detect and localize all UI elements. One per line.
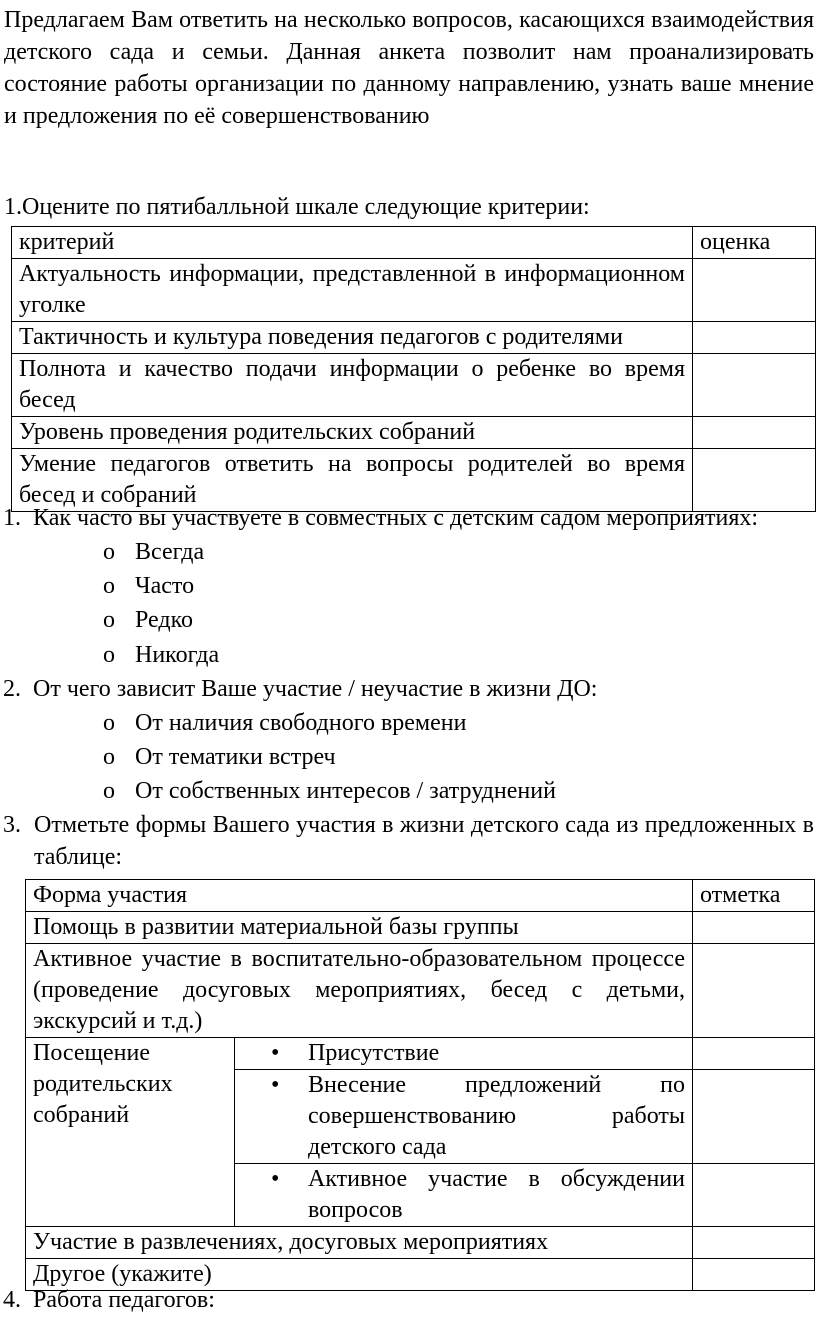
table-row	[26, 912, 815, 944]
mark-cell[interactable]	[693, 944, 815, 1038]
table-row	[26, 1038, 815, 1070]
option-item[interactable]	[103, 604, 193, 636]
question-number: 1.	[3, 505, 21, 531]
option-label: Никогда	[135, 642, 220, 668]
question-text: Как часто вы участвуете в совместных с детским садом мероприятиях:	[33, 505, 759, 531]
mark-cell[interactable]	[693, 1227, 815, 1259]
form-cell: Другое (укажите)	[26, 1259, 693, 1291]
criterion-cell: Уровень проведения родительских собраний	[12, 417, 693, 449]
option-marker: o	[103, 642, 115, 668]
bullet-icon: •	[271, 1040, 280, 1066]
score-cell[interactable]	[693, 322, 816, 354]
option-item[interactable]	[103, 570, 194, 602]
table-row	[12, 322, 816, 354]
table-header-row	[26, 880, 815, 912]
score-cell[interactable]	[693, 417, 816, 449]
option-label: Редко	[135, 607, 194, 633]
option-item[interactable]	[103, 707, 466, 739]
score-cell[interactable]	[693, 354, 816, 417]
question-number: 4.	[3, 1287, 21, 1313]
option-marker: o	[103, 607, 115, 633]
table-row	[12, 354, 816, 417]
list-item	[271, 1164, 685, 1226]
header-form: Форма участия	[26, 880, 693, 912]
criterion-cell: Полнота и качество подачи информации о ребенке во время бесед	[12, 354, 693, 417]
option-item[interactable]	[103, 775, 556, 807]
meeting-subitem-cell	[235, 1164, 693, 1227]
table-row	[26, 944, 815, 1038]
subitem-label: Активное участие в обсуждении вопросов	[308, 1166, 685, 1223]
mark-cell[interactable]	[693, 912, 815, 944]
table-row	[12, 259, 816, 322]
question-3-heading	[3, 673, 597, 705]
form-cell: Участие в развлечениях, досуговых мероприятиях	[26, 1227, 693, 1259]
meeting-subitem-cell	[235, 1038, 693, 1070]
criterion-cell: Тактичность и культура поведения педагогов с родителями	[12, 322, 693, 354]
question-1-title: 1.Оцените по пятибалльной шкале следующие критерии:	[4, 194, 590, 220]
question-text: Отметьте формы Вашего участия в жизни детского сада из предложенных в таблице:	[34, 812, 814, 870]
option-marker: o	[103, 539, 115, 565]
question-5-heading	[3, 1284, 215, 1316]
option-label: Часто	[135, 573, 195, 599]
header-mark: отметка	[693, 880, 815, 912]
form-cell: Активное участие в воспитательно-образовательном процессе (проведение досуговых мероприятиях, бесед с детьми, экскурсий и т.д.)	[26, 944, 693, 1038]
criteria-rating-table	[11, 226, 816, 512]
mark-cell[interactable]	[693, 1070, 815, 1164]
table-row	[12, 417, 816, 449]
criterion-cell: Умение педагогов ответить на вопросы родителей во время бесед и собраний	[12, 449, 693, 512]
bullet-icon: •	[271, 1166, 280, 1192]
participation-forms-table	[25, 879, 815, 1291]
question-number: 2.	[3, 676, 21, 702]
score-cell[interactable]	[693, 259, 816, 322]
option-item[interactable]	[103, 639, 219, 671]
option-item[interactable]	[103, 741, 336, 773]
table-row	[26, 1227, 815, 1259]
subitem-label: Внесение предложений по совершенствованию работы детского сада	[308, 1072, 685, 1160]
option-item[interactable]	[103, 536, 204, 568]
bullet-icon: •	[271, 1072, 280, 1098]
criterion-cell: Актуальность информации, представленной в информационном уголке	[12, 259, 693, 322]
list-item	[271, 1038, 685, 1069]
option-label: От наличия свободного времени	[135, 710, 467, 736]
option-label: От собственных интересов / затруднений	[135, 778, 556, 804]
form-cell: Помощь в развитии материальной базы группы	[26, 912, 693, 944]
mark-cell[interactable]	[693, 1164, 815, 1227]
option-label: От тематики встреч	[135, 744, 336, 770]
question-2-heading	[3, 502, 758, 534]
list-item	[271, 1070, 685, 1163]
header-score: оценка	[693, 227, 816, 259]
intro-paragraph: Предлагаем Вам ответить на несколько вопросов, касающихся взаимодействия детского сада и семьи. Данная анкета позволит нам проанализировать состояние работы организации по данному направлению, узнать ваше мнение и предложения по её совершенствованию	[4, 7, 814, 129]
question-text: От чего зависит Ваше участие / неучастие в жизни ДО:	[33, 676, 598, 702]
mark-cell[interactable]	[693, 1259, 815, 1291]
option-label: Всегда	[135, 539, 205, 565]
mark-cell[interactable]	[693, 1038, 815, 1070]
question-number: 3.	[3, 812, 21, 838]
table-header-row	[12, 227, 816, 259]
header-criterion: критерий	[12, 227, 693, 259]
option-marker: o	[103, 573, 115, 599]
option-marker: o	[103, 710, 115, 736]
question-text: Работа педагогов:	[33, 1287, 215, 1313]
option-marker: o	[103, 778, 115, 804]
option-marker: o	[103, 744, 115, 770]
meeting-subitem-cell	[235, 1070, 693, 1164]
meetings-label-cell: Посещение родительских собраний	[26, 1038, 235, 1227]
subitem-label: Присутствие	[308, 1040, 440, 1066]
